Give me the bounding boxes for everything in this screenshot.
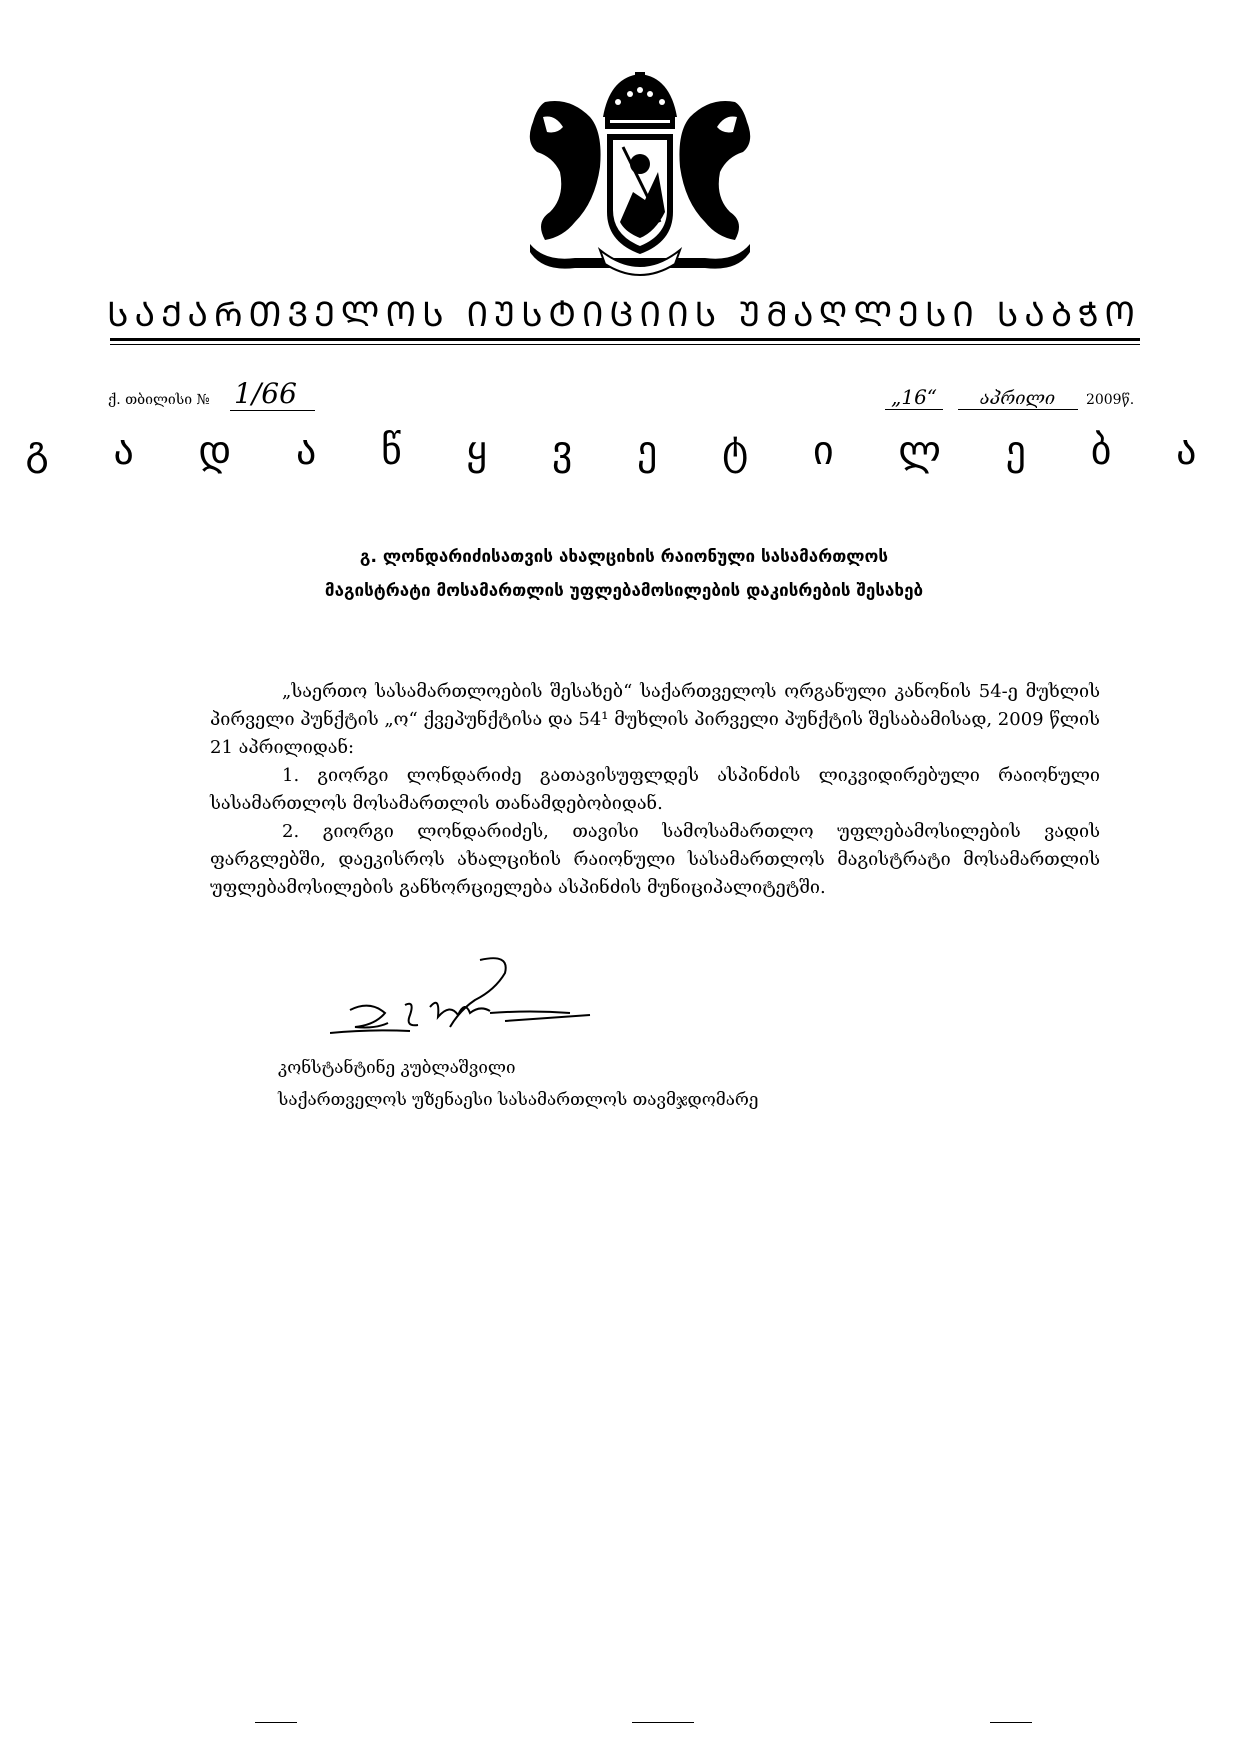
signer-name: კონსტანტინე კუბლაშვილი: [278, 1058, 516, 1078]
scan-mark: [255, 1722, 297, 1723]
document-date: [885, 385, 1134, 410]
coat-of-arms: [515, 72, 765, 282]
signer-title: საქართველოს უზენაესი სასამართლოს თავმჯდომარე: [278, 1090, 759, 1110]
document-type-title: გ ა დ ა წ ყ ვ ე ტ ი ლ ე ბ ა: [25, 428, 1223, 474]
date-day: „16“: [885, 385, 943, 410]
date-month: აპრილი: [958, 388, 1078, 410]
body-paragraph-3: 2. გიორგი ლონდარიძეს, თავისი სამოსამართლო უფლებამოსილების ვადის ფარგლებში, დაეკისროს ახალციხის რაიონული სასამართლოს მაგისტრატი მოსამართლის უფლებამოსილების განხორციელება ასპინძის მუნიციპალიტეტში.: [210, 821, 1100, 898]
scan-mark: [632, 1722, 694, 1723]
header-divider-thin: [110, 344, 1140, 345]
document-number-label: ქ. თბილისი №: [108, 392, 210, 408]
signature-icon: [330, 955, 620, 1055]
body-paragraph-1: „საერთო სასამართლოების შესახებ“ საქართველოს ორგანული კანონის 54-ე მუხლის პირველი პუნქტის „ო“ ქვეპუნქტისა და 54¹ მუხლის პირველი პუნქტის შესაბამისად, 2009 წლის 21 აპრილიდან:: [210, 681, 1100, 758]
document-body: [210, 678, 1100, 902]
georgia-coat-of-arms-icon: [515, 72, 765, 282]
organization-title: ᲡᲐᲥᲐᲠᲗᲕᲔᲚᲝᲡ ᲘᲣᲡᲢᲘᲪᲘᲘᲡ ᲣᲛᲐᲦᲚᲔᲡᲘ ᲡᲐᲑᲭᲝ: [107, 295, 1141, 335]
scan-mark: [990, 1722, 1032, 1723]
subject-line-1: გ. ლონდარიძისათვის ახალციხის რაიონული სასამართლოს: [359, 547, 889, 567]
handwritten-signature: [330, 955, 620, 1055]
subject-line-2: მაგისტრატი მოსამართლის უფლებამოსილების დაკისრების შესახებ: [324, 581, 924, 601]
document-subject: [200, 540, 1048, 608]
document-number: 1/66: [230, 377, 315, 411]
date-year: 2009წ.: [1085, 392, 1135, 408]
body-paragraph-2: 1. გიორგი ლონდარიძე გათავისუფლდეს ასპინძის ლიკვიდირებული რაიონული სასამართლოს მოსამართლის თანამდებობიდან.: [210, 765, 1100, 814]
header-divider: [110, 338, 1140, 341]
